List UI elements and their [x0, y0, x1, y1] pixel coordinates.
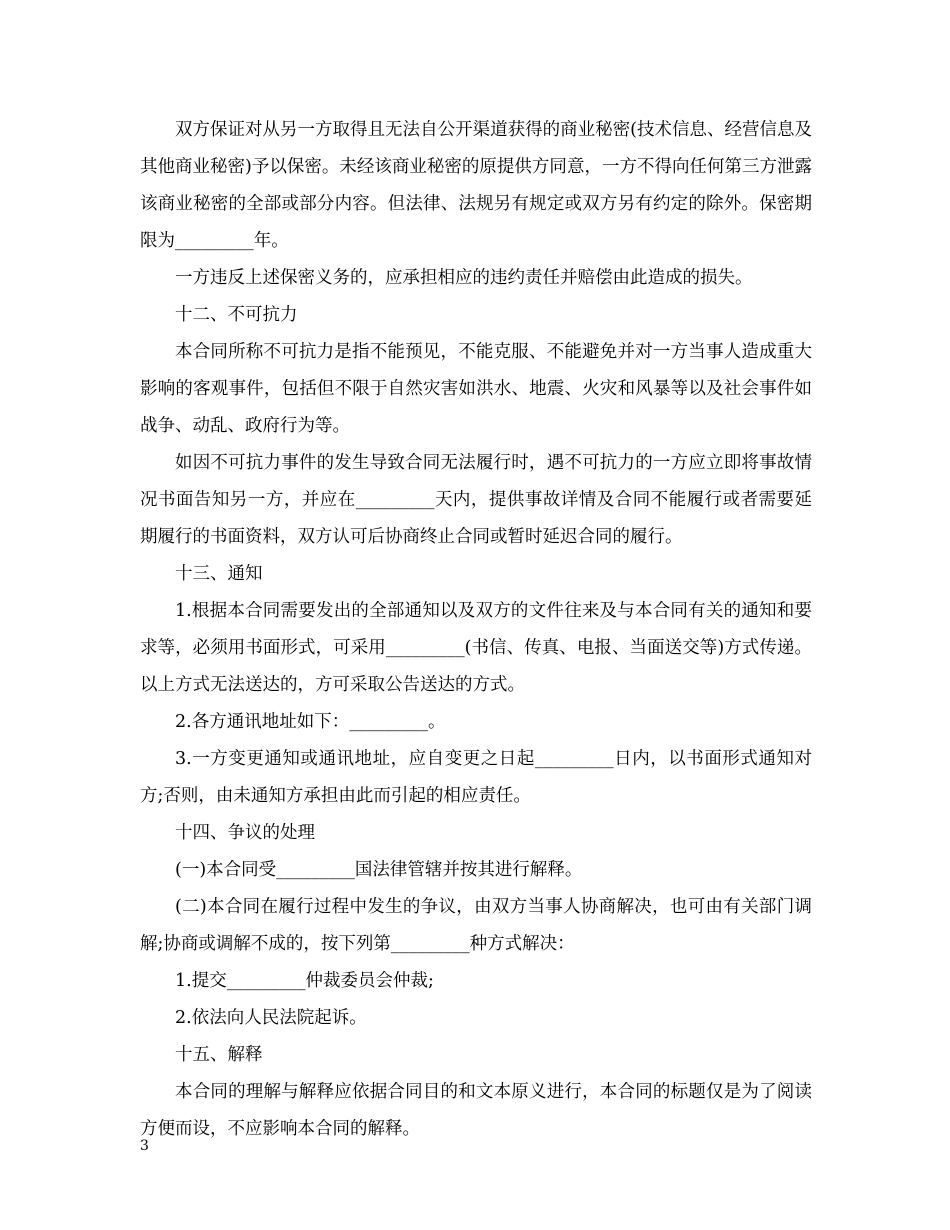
document-body	[140, 112, 812, 1148]
force-majeure-definition: 本合同所称不可抗力是指不能预见，不能克服、不能避免并对一方当事人造成重大影响的客观事件，包括但不限于自然灾害如洪水、地震、火灾和风暴等以及社会事件如战争、动乱、政府行为等。	[140, 342, 812, 436]
force-majeure-notice: 如因不可抗力事件的发生导致合同无法履行时，遇不可抗力的一方应立即将事故情况书面告知另一方，并应在_________天内，提供事故详情及合同不能履行或者需要延期履行的书面资料，双方认可后协商终止合同或暂时延迟合同的履行。	[140, 453, 812, 547]
dispute-clause-2: (二)本合同在履行过程中发生的争议，由双方当事人协商解决，也可由有关部门调解;协商或调解不成的，按下列第_________种方式解决：	[140, 897, 812, 954]
page-number: 3	[140, 1138, 149, 1154]
section-15-heading: 十五、解释	[175, 1045, 263, 1065]
notice-clause-1: 1.根据本合同需要发出的全部通知以及双方的文件往来及与本合同有关的通知和要求等，必须用书面形式，可采用_________(书信、传真、电报、当面送交等)方式传递。以上方式无法送达的，方可采取公告送达的方式。	[140, 601, 812, 695]
confidentiality-paragraph: 双方保证对从另一方取得且无法自公开渠道获得的商业秘密(技术信息、经营信息及其他商业秘密)予以保密。未经该商业秘密的原提供方同意，一方不得向任何第三方泄露该商业秘密的全部或部分内容。但法律、法规另有规定或双方另有约定的除外。保密期限为_________年。	[140, 120, 812, 251]
section-13-heading: 十三、通知	[175, 564, 263, 584]
section-14-heading: 十四、争议的处理	[175, 823, 315, 843]
interpretation-paragraph: 本合同的理解与解释应依据合同目的和文本原义进行，本合同的标题仅是为了阅读方便而设，不应影响本合同的解释。	[140, 1082, 812, 1139]
dispute-option-1: 1.提交_________仲裁委员会仲裁;	[175, 971, 434, 991]
notice-clause-3: 3.一方变更通知或通讯地址，应自变更之日起_________日内，以书面形式通知对方;否则，由未通知方承担由此而引起的相应责任。	[140, 749, 812, 806]
breach-paragraph: 一方违反上述保密义务的，应承担相应的违约责任并赔偿由此造成的损失。	[175, 268, 753, 288]
dispute-option-2: 2.依法向人民法院起诉。	[175, 1008, 367, 1028]
section-12-heading: 十二、不可抗力	[175, 305, 298, 325]
notice-clause-2: 2.各方通讯地址如下：_________。	[175, 712, 446, 732]
dispute-clause-1: (一)本合同受_________国法律管辖并按其进行解释。	[175, 860, 583, 880]
